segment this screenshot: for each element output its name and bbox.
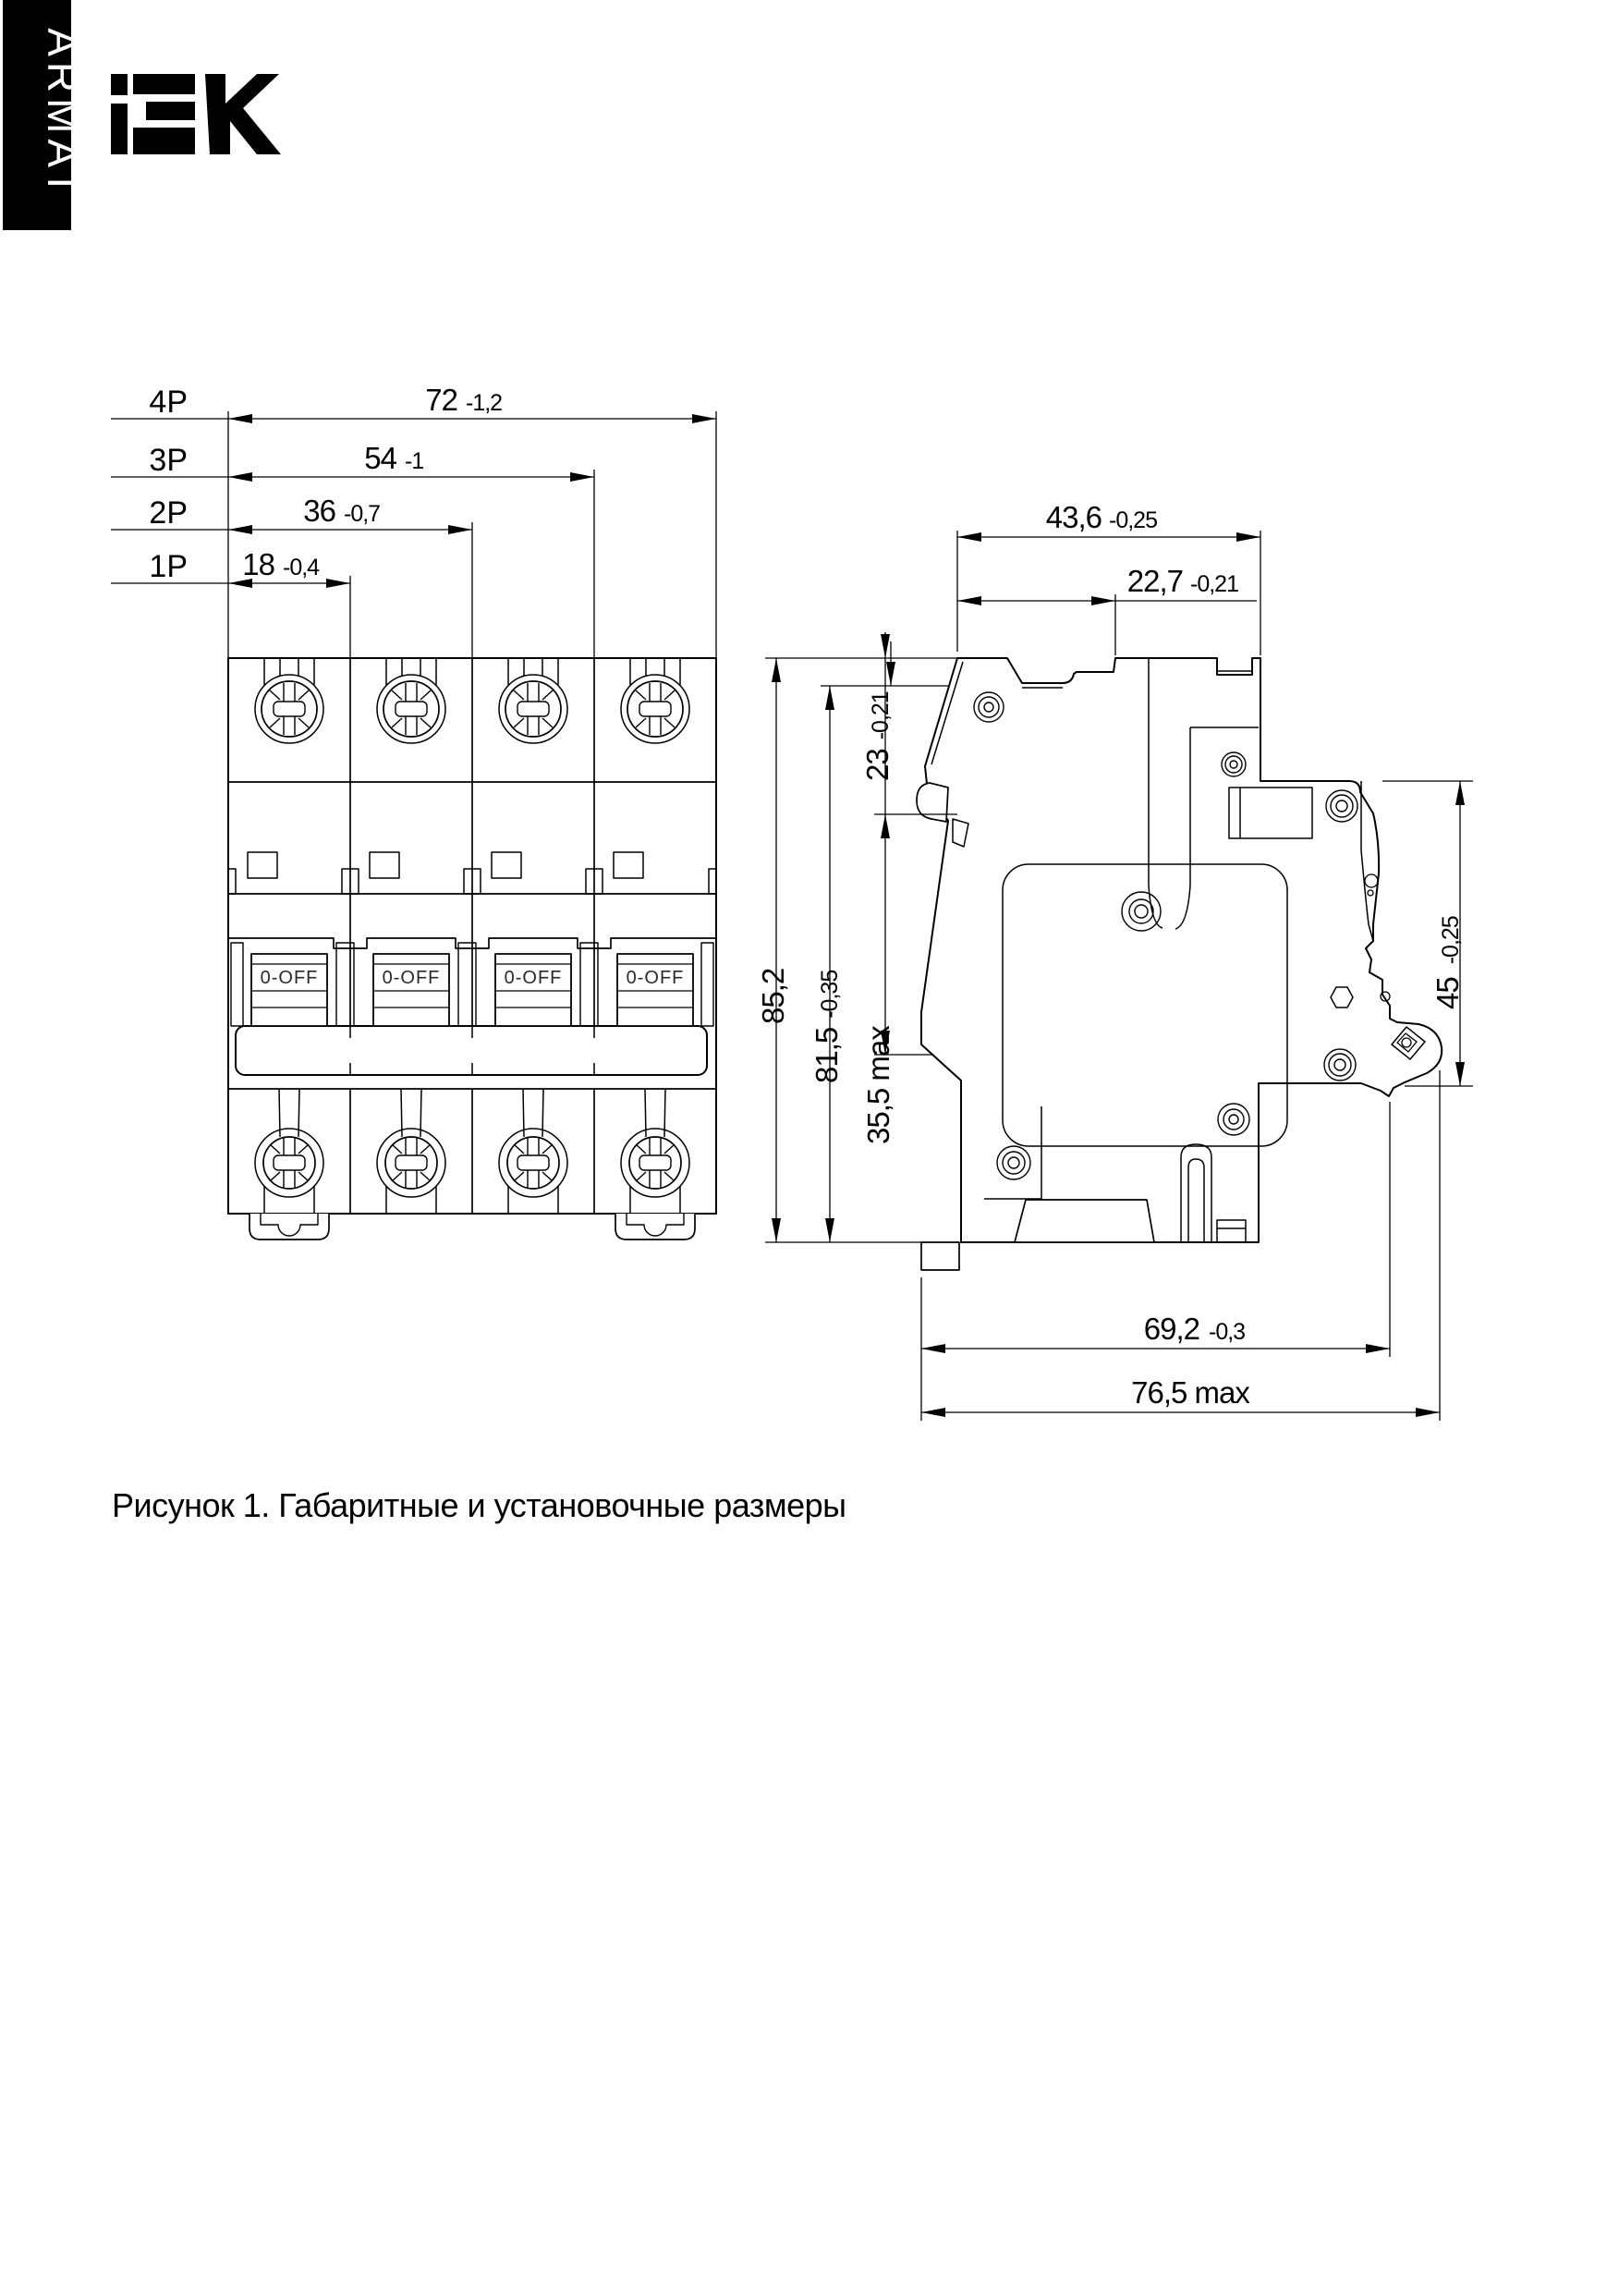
dim-35-5-max: 35,5 max [861, 1026, 895, 1144]
bottom-foot [921, 1242, 959, 1270]
dimension-arrow-icon [772, 658, 781, 682]
dim-69-2: 69,2 [1143, 1312, 1199, 1346]
handle-label: 0-OFF [626, 968, 685, 988]
dimension-arrow-icon [921, 1408, 945, 1417]
dimension-arrow-icon [881, 634, 890, 658]
dim-69-2-tol: -0,3 [1209, 1319, 1246, 1345]
toggle-handle[interactable] [495, 954, 571, 1026]
handle-label: 0-OFF [382, 968, 441, 988]
front-view [228, 658, 716, 1240]
dimension-arrow-icon [886, 662, 895, 686]
dim-18-tol: -0,4 [283, 555, 320, 580]
brand-header [3, 0, 281, 230]
dimension-arrow-icon [570, 472, 594, 482]
dimension-arrow-icon [957, 596, 981, 605]
handle-label: 0-OFF [260, 968, 319, 988]
screw-center [639, 1155, 671, 1170]
dimension-arrow-icon [326, 579, 350, 588]
screw-center [396, 1155, 427, 1170]
toggle-handle[interactable] [373, 954, 449, 1026]
iek-logo-icon [111, 74, 281, 154]
dimension-arrow-icon [772, 1218, 781, 1242]
dim-76-5-max: 76,5 max [1131, 1375, 1249, 1410]
screw-center [274, 702, 305, 716]
dim-45: 45-0,25 [1430, 916, 1465, 1009]
dim-22-7-tol: -0,21 [1190, 571, 1238, 597]
side-view [917, 658, 1442, 1270]
screw-center [517, 1155, 549, 1170]
dim-85-2: 85,2 [756, 968, 790, 1024]
dimension-arrow-icon [825, 686, 834, 710]
armat-vertical-label: ARMAT [39, 28, 87, 202]
screw-center [517, 702, 549, 716]
dimension-arrow-icon [1236, 532, 1260, 542]
screw-center [639, 702, 671, 716]
dimension-arrow-icon [228, 472, 252, 482]
dimension-arrow-icon [825, 1218, 834, 1242]
dim-43-6: 43,6 [1045, 500, 1102, 534]
dim-81-5: 81,5-0,35 [810, 970, 844, 1083]
dim-22-7: 22,7 [1126, 564, 1183, 598]
front-catch [917, 783, 948, 822]
dimension-arrow-icon [1416, 1408, 1440, 1417]
dimension-arrow-icon [1455, 1062, 1465, 1086]
dim-18: 18 [242, 547, 274, 581]
dim-36: 36 [303, 494, 335, 528]
dimension-arrow-icon [881, 814, 890, 838]
dim-23: 23-0,21 [860, 691, 895, 781]
dimension-arrow-icon [692, 414, 716, 423]
pole-label-2p: 2P [149, 495, 188, 531]
din-slider [1015, 1200, 1154, 1242]
dim-36-tol: -0,7 [344, 501, 381, 527]
dimension-arrow-icon [228, 525, 252, 534]
toggle-handle[interactable] [617, 954, 693, 1026]
dim-43-6-tol: -0,25 [1109, 507, 1157, 533]
dimension-arrow-icon [921, 1344, 945, 1353]
dimension-arrow-icon [1091, 596, 1115, 605]
handle-label: 0-OFF [504, 968, 563, 988]
screw-center [274, 1155, 305, 1170]
dimension-arrow-icon [1455, 781, 1465, 805]
pole-label-1p: 1P [149, 549, 188, 584]
dim-54: 54 [364, 441, 396, 475]
dim-72-tol: -1,2 [466, 390, 503, 416]
screw-center [396, 702, 427, 716]
dimension-arrow-icon [957, 532, 981, 542]
dimension-arrow-icon [1366, 1344, 1390, 1353]
figure-caption: Рисунок 1. Габаритные и установочные размеры [112, 1486, 846, 1524]
tie-bar [236, 1026, 707, 1075]
pole-label-3p: 3P [149, 443, 188, 478]
dim-54-tol: -1 [405, 448, 424, 474]
dim-72: 72 [425, 383, 457, 417]
toggle-handle[interactable] [251, 954, 327, 1026]
pole-label-4p: 4P [149, 385, 188, 420]
dimension-arrow-icon [228, 414, 252, 423]
dimension-arrow-icon [448, 525, 472, 534]
